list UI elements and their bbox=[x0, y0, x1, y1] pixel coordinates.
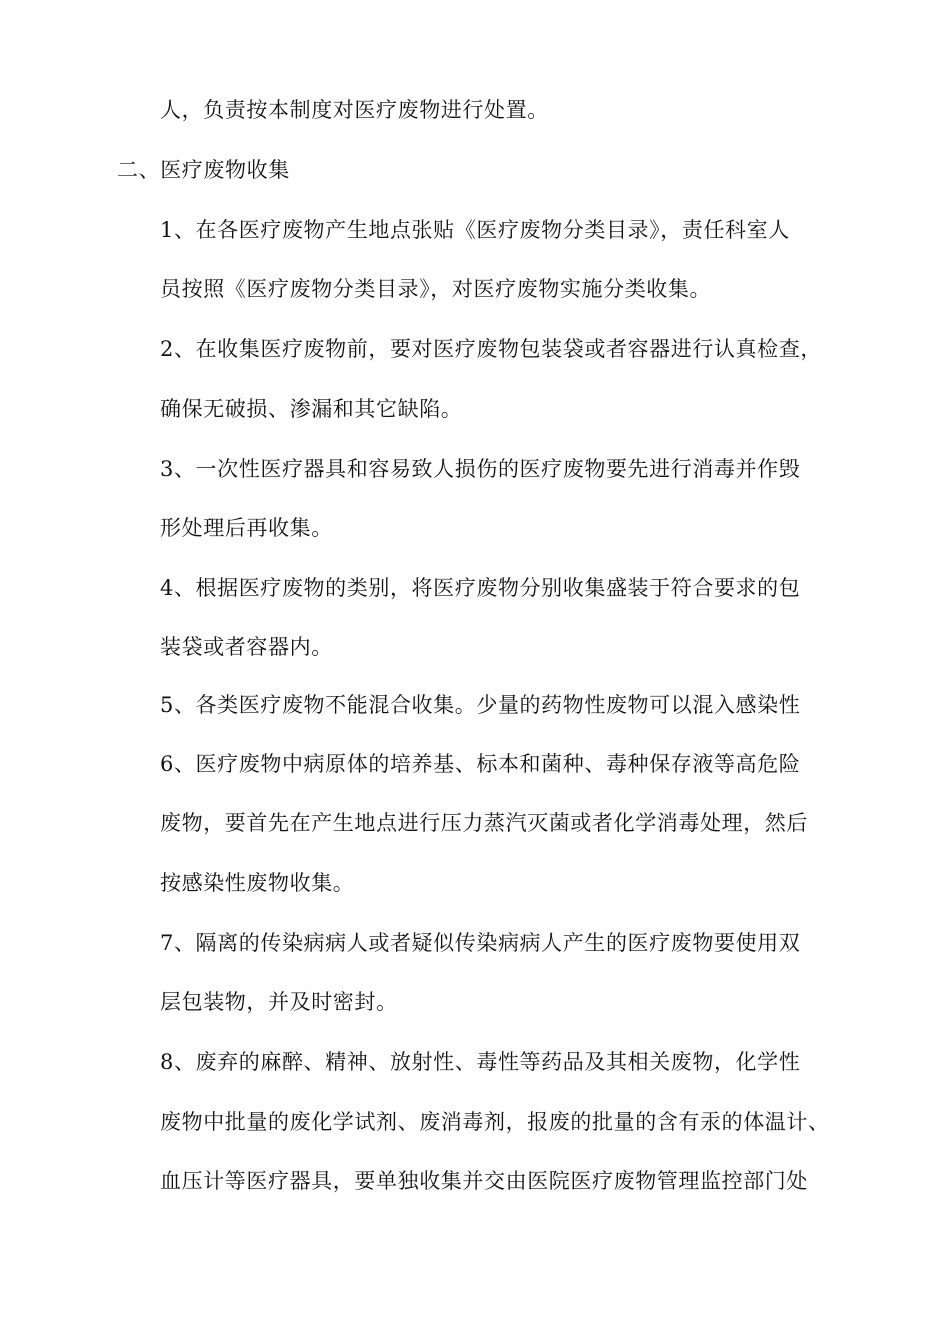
text-line: 形处理后再收集。 bbox=[160, 516, 333, 540]
text-line: 废物中批量的废化学试剂、废消毒剂，报废的批量的含有汞的体温计、 bbox=[160, 1110, 830, 1134]
text-line: 员按照《医疗废物分类目录》，对医疗废物实施分类收集。 bbox=[160, 277, 712, 301]
text-line: 6、医疗废物中病原体的培养基、标本和菌种、毒种保存液等高危险 bbox=[160, 752, 801, 776]
text-line: 7、隔离的传染病病人或者疑似传染病病人产生的医疗废物要使用双 bbox=[160, 931, 801, 955]
text-line: 8、废弃的麻醉、精神、放射性、毒性等药品及其相关废物，化学性 bbox=[160, 1050, 801, 1074]
text-line: 装袋或者容器内。 bbox=[160, 635, 333, 659]
text-line: 4、根据医疗废物的类别，将医疗废物分别收集盛装于符合要求的包 bbox=[160, 576, 801, 600]
text-line: 3、一次性医疗器具和容易致人损伤的医疗废物要先进行消毒并作毁 bbox=[160, 457, 801, 481]
text-line: 5、各类医疗废物不能混合收集。少量的药物性废物可以混入感染性 bbox=[160, 693, 801, 717]
section-heading: 二、医疗废物收集 bbox=[117, 158, 290, 182]
text-line: 1、在各医疗废物产生地点张贴《医疗废物分类目录》，责任科室人 bbox=[160, 218, 790, 242]
text-line: 人，负责按本制度对医疗废物进行处置。 bbox=[160, 98, 549, 122]
text-line: 层包装物，并及时密封。 bbox=[160, 990, 398, 1014]
text-line: 2、在收集医疗废物前，要对医疗废物包装袋或者容器进行认真检查， bbox=[160, 337, 822, 361]
text-line: 按感染性废物收集。 bbox=[160, 871, 355, 895]
text-line: 血压计等医疗器具，要单独收集并交由医院医疗废物管理监控部门处 bbox=[160, 1169, 808, 1193]
text-line: 确保无破损、渗漏和其它缺陷。 bbox=[160, 397, 463, 421]
text-line: 废物，要首先在产生地点进行压力蒸汽灭菌或者化学消毒处理，然后 bbox=[160, 811, 808, 835]
